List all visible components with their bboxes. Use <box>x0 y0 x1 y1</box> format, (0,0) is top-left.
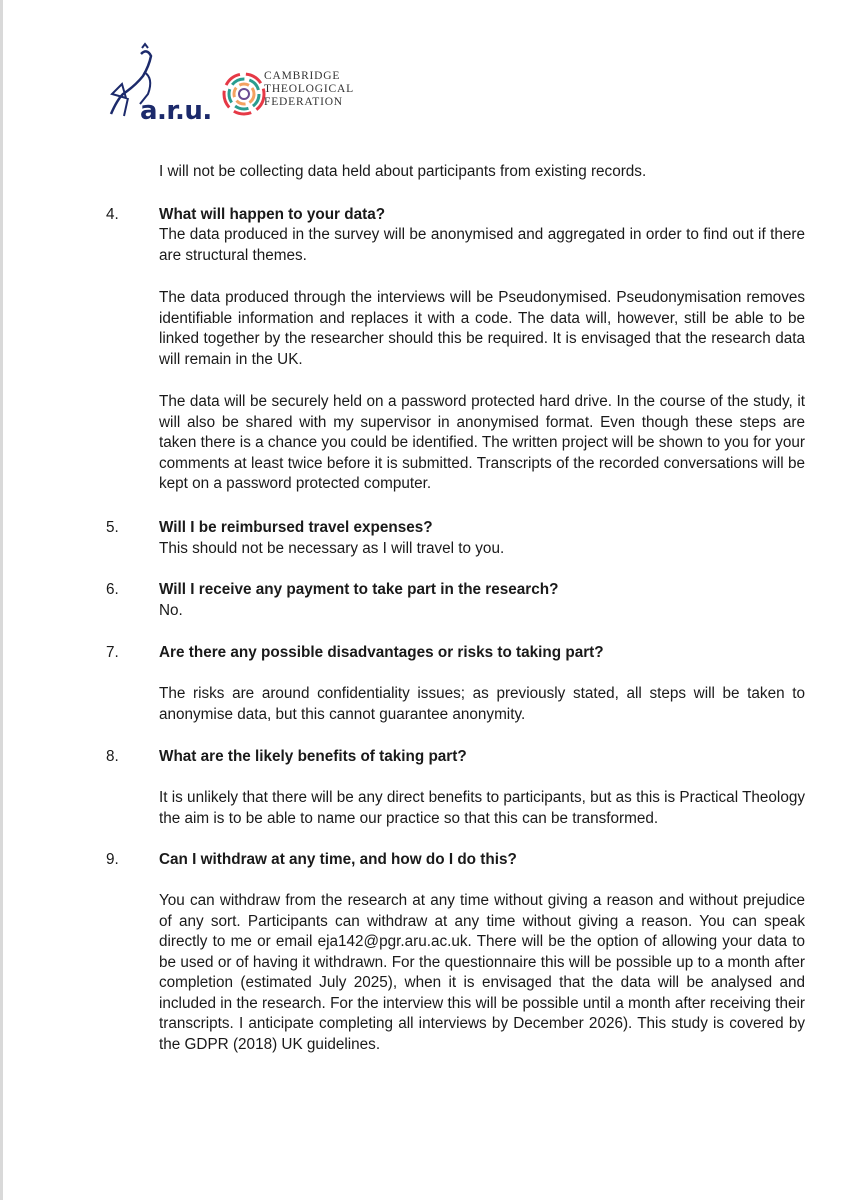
header-logos <box>108 40 408 130</box>
section-question: What will happen to your data? <box>159 206 386 223</box>
ctf-line: THEOLOGICAL <box>264 83 354 95</box>
aru-logo-text: a.r.u. <box>140 96 212 126</box>
section-paragraph: No. <box>159 602 183 619</box>
ctf-logo-text <box>264 70 354 109</box>
section-paragraph: The risks are around confidentiality issues; as previously stated, all steps will be taken to anonymise data, but this cannot guarantee anonymity. <box>159 685 805 723</box>
section-number: 7. <box>106 644 119 661</box>
section-paragraph: The data produced through the interviews will be Pseudonymised. Pseudonymisation removes identifiable information and replaces it with a code. The data will, however, still be able to be linked together by the researcher should this be required. It is envisaged that the research data will remain in the UK. <box>159 289 805 368</box>
section-question: Can I withdraw at any time, and how do I do this? <box>159 851 517 868</box>
section-number: 4. <box>106 206 119 223</box>
section-paragraph: You can withdraw from the research at any time without giving a reason and without prejudice of any sort. Participants can withdraw at any time without giving a reason. You can speak directly to me or email eja142@pgr.aru.ac.uk. There will be the option of allowing your data to be used or of having it withdrawn. For the questionnaire this will be possible up to a month after completion (estimated July 2025), when it is envisaged that the data will be analysed and included in the research. For the interview this will be possible until a month after receiving their transcripts. I anticipate completing all interviews by December 2026). This study is covered by the GDPR (2018) UK guidelines. <box>159 892 805 1053</box>
section-number: 6. <box>106 581 119 598</box>
section-question: What are the likely benefits of taking part? <box>159 748 467 765</box>
section-paragraph: This should not be necessary as I will travel to you. <box>159 540 505 557</box>
section-question: Are there any possible disadvantages or risks to taking part? <box>159 644 604 661</box>
section-paragraph: The data produced in the survey will be anonymised and aggregated in order to find out if there are structural themes. <box>159 226 805 264</box>
section-question: Will I be reimbursed travel expenses? <box>159 519 433 536</box>
section-number: 5. <box>106 519 119 536</box>
ctf-line: FEDERATION <box>264 96 343 108</box>
section-paragraph: The data will be securely held on a password protected hard drive. In the course of the study, it will also be shared with my supervisor in anonymised format. Even though these steps are taken there is a chance you could be identified. The written project will be shown to you for your comments at least twice before it is submitted. Transcripts of the recorded conversations will be kept on a password protected computer. <box>159 393 805 492</box>
section-question: Will I receive any payment to take part in the research? <box>159 581 559 598</box>
section-number: 9. <box>106 851 119 868</box>
ctf-line: CAMBRIDGE <box>264 70 341 82</box>
intro-line: I will not be collecting data held about participants from existing records. <box>159 163 647 180</box>
section-paragraph: It is unlikely that there will be any direct benefits to participants, but as this is Practical Theology the aim is to be able to name our practice so that this can be transformed. <box>159 789 805 827</box>
section-number: 8. <box>106 748 119 765</box>
